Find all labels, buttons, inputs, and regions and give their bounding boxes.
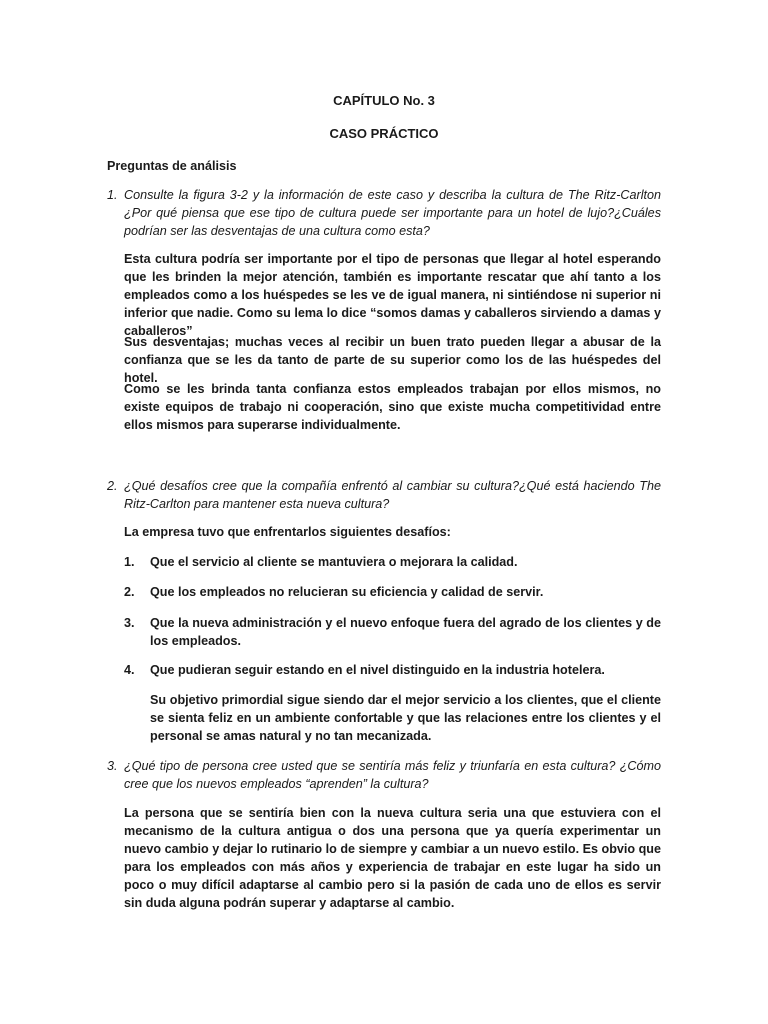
list-item (124, 553, 661, 571)
list-item-text: Que pudieran seguir estando en el nivel distinguido en la industria hotelera. (150, 663, 605, 677)
list-item-text: Que el servicio al cliente se mantuviera o mejorara la calidad. (150, 555, 518, 569)
question-text: ¿Qué tipo de persona cree usted que se sentiría más feliz y triunfaría en esta cultura? ¿Cómo cree que los nuevos empleados “aprenden” la cultura? (124, 759, 661, 791)
list-item (124, 583, 661, 601)
question-text: Consulte la figura 3-2 y la información de este caso y describa la cultura de The Ritz-Carlton ¿Por qué piensa que ese tipo de cultura puede ser importante para un hotel de lujo?¿Cuáles podrían ser las desventajas de una cultura como esta? (124, 188, 661, 238)
list-item-number: 4. (124, 663, 135, 677)
list-item-number: 3. (124, 616, 135, 630)
answer-paragraph: Como se les brinda tanta confianza estos empleados trabajan por ellos mismos, no existe equipos de trabajo ni cooperación, sino que existe mucha competitividad entre ellos mismos para superarse individualmente. (124, 382, 661, 432)
list-item-text: Que la nueva administración y el nuevo enfoque fuera del agrado de los clientes y de los empleados. (150, 616, 661, 648)
answer-conclusion: Su objetivo primordial sigue siendo dar el mejor servicio a los clientes, que el cliente se sienta feliz en un ambiente confortable y que las relaciones entre los clientes y el personal se amas natural y no tan mecanizada. (150, 693, 661, 743)
list-item-number: 1. (124, 555, 135, 569)
answer-paragraph: Esta cultura podría ser importante por el tipo de personas que llegar al hotel esperando que les brinden la mejor atención, también es importante rescatar que ahí tanto a los empleados como a los huéspedes se les ve de igual manera, ni sintiéndose ni superior ni inferior que nadie. Como su lema lo dice “somos damas y caballeros sirviendo a damas y caballeros” (124, 252, 661, 338)
question-number: 3. (107, 759, 118, 773)
list-item-number: 2. (124, 585, 135, 599)
question-number: 2. (107, 479, 118, 493)
section-heading: Preguntas de análisis (107, 159, 237, 173)
question-text: ¿Qué desafíos cree que la compañía enfrentó al cambiar su cultura?¿Qué está haciendo The Ritz-Carlton para mantener esta nueva cultura? (124, 479, 661, 511)
case-subtitle: CASO PRÁCTICO (329, 126, 439, 141)
list-item-text: Que los empleados no relucieran su eficiencia y calidad de servir. (150, 585, 544, 599)
answer-paragraph: La persona que se sentiría bien con la nueva cultura seria una que estuviera con el mecanismo de la cultura antigua o dos una persona que ya quería experimentar un nuevo cambio y dejar lo rutinario lo de siempre y cambiar a un nuevo estilo. Es obvio que para los empleados con más años y experiencia de trabajar en este lugar ha sido un poco o muy difícil adaptarse al cambio pero si la pasión de cada uno de ellos es servir sin duda alguna podrán superar y adaptarse al cambio. (124, 806, 661, 910)
answer-paragraph: Sus desventajas; muchas veces al recibir un buen trato pueden llegar a abusar de la confianza que se les da tanto de parte de su superior como los de las huéspedes del hotel. (124, 335, 661, 385)
answer-intro: La empresa tuvo que enfrentarlos siguientes desafíos: (124, 525, 451, 539)
list-item (124, 661, 661, 679)
chapter-title: CAPÍTULO No. 3 (333, 93, 435, 108)
question-number: 1. (107, 188, 118, 202)
list-item (124, 614, 661, 650)
